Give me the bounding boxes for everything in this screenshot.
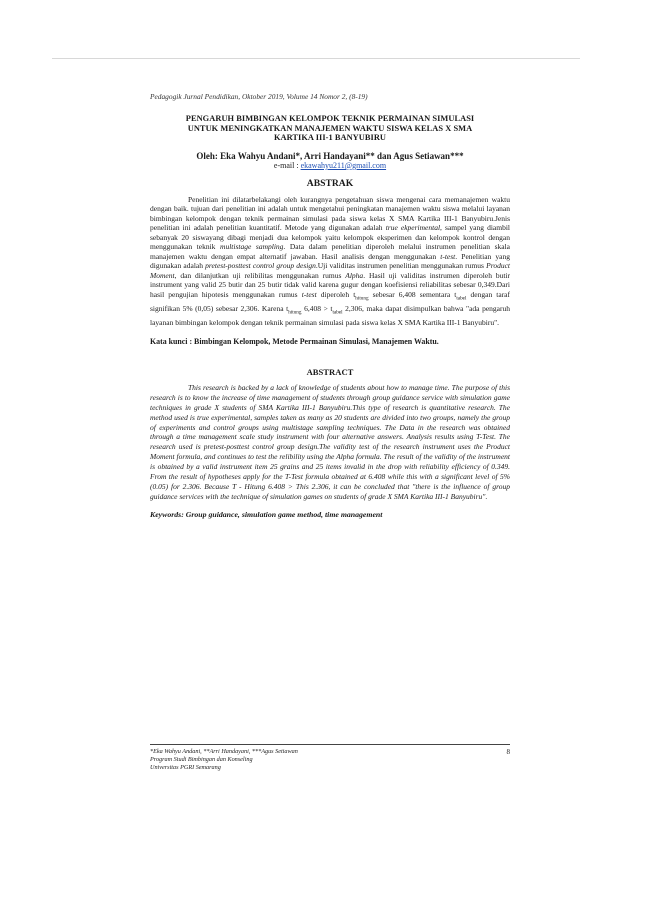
abstrak-heading: ABSTRAK [306,177,354,189]
abstrak-paragraph: Penelitian ini dilatarbelakangi oleh kurangnya pengetahuan siswa mengenai cara memanajemen waktu dengan baik. tujuan dari penelitian ini adalah untuk mengetahui peningkatan manajemen waktu siswa melalui layanan bimbingan kelompok dengan teknik permainan simulasi pada siswa kelas X SMA Kartika III-1 Banyubiru.Jenis penelitian ini adalah penelitian kuantitatif. Metode yang digunakan adalah true ekperimental, sampel yang diambil sebanyak 20 siswayang dibagi menjadi dua kelompok yaitu kelompok eksperimen dan kelompok kontrol dengan menggunakan teknik multistage sampling. Data dalam penelitian diperoleh melalui instrumen penelitian skala manajemen waktu dengan empat alternatif jawaban. Hasil analisis dengan menggunakan t-test. Penelitian yang digunakan adalah pretest-posttest control group design.Uji validitas instrumen penelitian menggunakan rumus Product Moment, dan dilanjutkan uji relibilitas menggunakan rumus Alpha. Hasil uji validitas instrumen diperoleh butir instrument yang valid 25 butir dan 25 butir tidak valid karena gugur dengan koefisiensi reliabilitas sebesar 0,349.Dari hasil pengujian hipotesis menggunakan rumus t-test diperoleh $t_{hitung}$ sebesar 6,408 sementara $t_{tabel}$ dengan taraf signifikan 5% (0,05) sebesar 2,306. Karena $t_{hitung}$ $6,408 > t_{tabel}$ 2,306, maka dapat disimpulkan bahwa "ada pengaruh layanan bimbingan kelompok dengan teknik permainan simulasi pada siswa kelas X SMA Kartika III-1 Banyubiru". [150,194,511,327]
title-line-2: UNTUK MENINGKATKAN MANAJEMEN WAKTU SISWA KELAS X SMA [187,123,473,133]
footnote-block [150,744,510,773]
journal-header: Pedagogik Jurnal Pendidikan, Oktober 2019, Volume 14 Nomor 2, (8-19) [150,92,368,101]
email-line [150,161,510,171]
footnote-authors: *Eka Wahyu Andani, **Arri Handayani, ***Agus Setiawan [150,748,298,755]
kata-kunci: Kata kunci : Bimbingan Kelompok, Metode Permainan Simulasi, Manajemen Waktu. [150,337,439,347]
abstract-paragraph: This research is backed by a lack of knowledge of students about how to manage time. The purpose of this research is to know the increase of time management of students through group guidance service with simulation game techniques in grade X students of SMA Kartika III-1 Banyubiru.This type of research is quantitative research. The method used is true experimental, samples taken as many as 20 students are divided into two groups, namely the group of experiments and control groups using multistage sampling techniques. The Data in the research was obtained through a time management scale study instrument with four alternative answers. Analysis results using T-Test. The research used is pretest-posttest control group design.The validity test of the research instrument uses the Product Moment formula, and continues to test the relibility using the Alpha formula. The result of the validity of the instrument is obtained by a valid instrument item 25 grains and 25 items invalid in the drop with reliability efficiency of 0.349. From the result of hypotheses apply for the T-Test formula obtained at 6.408 while this with a significant level of 5% (0.05) for 2.306. Because T - Hitung 6.408 > This 2.306, it can be concluded that "there is the influence of group guidance services with the technique of simulation games on students of grade X SMA Kartika III-1 Banyubiru". [150,382,510,501]
email-label: e-mail : [273,160,299,170]
abstract-heading: ABSTRACT [306,366,354,377]
email-link[interactable]: ekawahyu211@gmail.com [300,160,387,170]
footnote-rule [150,744,510,745]
authors: Oleh: Eka Wahyu Andani*, Arri Handayani** dan Agus Setiawan*** [196,150,464,161]
paper-page [150,92,510,519]
paper-title [150,114,510,143]
footnote-program: Program Studi Bimbingan dan Konseling [150,756,253,764]
top-divider [52,58,580,59]
page-number: 8 [506,748,510,756]
title-line-1: PENGARUH BIMBINGAN KELOMPOK TEKNIK PERMAINAN SIMULASI [185,114,475,123]
title-line-3: KARTIKA III-1 BANYUBIRU [273,133,387,143]
keywords-en: Keywords: Group guidance, simulation game method, time management [150,509,383,519]
footnote-university: Universitas PGRI Semarang [150,764,221,772]
